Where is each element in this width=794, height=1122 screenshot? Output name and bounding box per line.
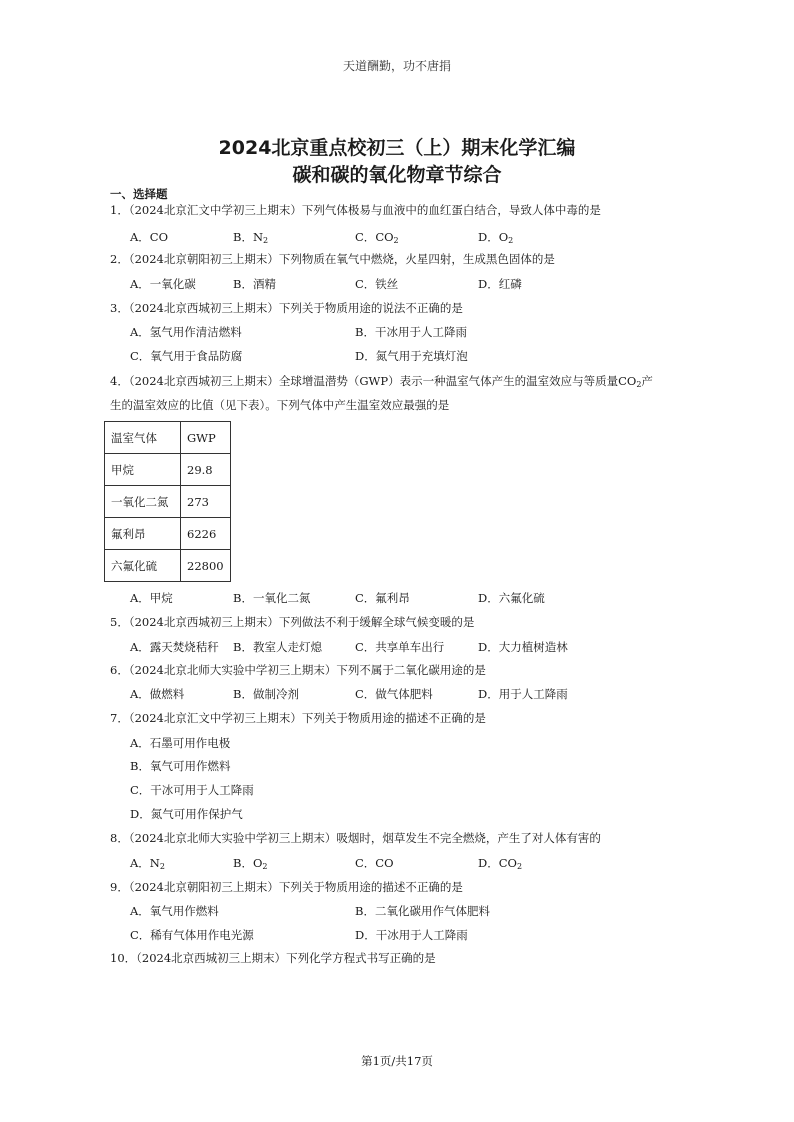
question-8-stem: 8．（2024北京北师大实验中学初三上期末）吸烟时，烟草发生不完全燃烧，产生了对人体有害的 (110, 831, 601, 845)
question-6-option-c: C．做气体肥料 (355, 687, 433, 701)
gwp-table (104, 421, 231, 582)
table-cell-gas: 氟利昂 (105, 518, 181, 550)
question-6-stem: 6．（2024北京北师大实验中学初三上期末）下列不属于二氧化碳用途的是 (110, 663, 486, 677)
page-header-motto: 天道酬勤，功不唐捐 (342, 59, 451, 73)
question-9-option-c: C．稀有气体用作电光源 (130, 928, 254, 942)
table-cell-gwp: 29.8 (181, 454, 231, 486)
question-9-option-d: D．干冰用于人工降雨 (355, 928, 468, 942)
table-cell-gas: 甲烷 (105, 454, 181, 486)
question-6-option-b: B．做制冷剂 (233, 687, 299, 701)
question-2-option-a: A．一氧化碳 (130, 277, 196, 291)
document-subtitle: 碳和碳的氧化物章节综合 (292, 164, 502, 186)
question-3-stem: 3．（2024北京西城初三上期末）下列关于物质用途的说法不正确的是 (110, 301, 463, 315)
question-4-option-c: C．氟利昂 (355, 591, 410, 605)
table-header-gas: 温室气体 (105, 422, 181, 454)
question-2-option-d: D．红磷 (478, 277, 522, 291)
question-1-option-b: B．$N_2$ (233, 230, 269, 245)
question-4-stem-continued: 生的温室效应的比值（见下表）。下列气体中产生温室效应最强的是 (110, 398, 450, 412)
question-1-option-d: D．$O_2$ (478, 230, 514, 245)
question-7-option-b: B．氧气可用作燃料 (130, 759, 231, 773)
table-cell-gas: 一氧化二氮 (105, 486, 181, 518)
question-8-option-c: C．CO (355, 856, 394, 870)
question-5-option-c: C．共享单车出行 (355, 640, 445, 654)
question-1-option-c: C．$CO_2$ (355, 230, 399, 245)
question-5-option-b: B．教室人走灯熄 (233, 640, 322, 654)
question-9-stem: 9．（2024北京朝阳初三上期末）下列关于物质用途的描述不正确的是 (110, 880, 463, 894)
question-2-stem: 2．（2024北京朝阳初三上期末）下列物质在氧气中燃烧，火星四射，生成黑色固体的是 (110, 252, 555, 266)
question-6-option-d: D．用于人工降雨 (478, 687, 568, 701)
question-5-stem: 5．（2024北京西城初三上期末）下列做法不利于缓解全球气候变暖的是 (110, 615, 475, 629)
question-10-stem: 10．（2024北京西城初三上期末）下列化学方程式书写正确的是 (110, 951, 436, 965)
table-row (105, 518, 231, 550)
question-1-option-a: A．CO (130, 230, 169, 244)
question-3-option-c: C．氧气用于食品防腐 (130, 349, 243, 363)
question-4-option-d: D．六氟化硫 (478, 591, 545, 605)
table-cell-gwp: 273 (181, 486, 231, 518)
table-cell-gwp: 22800 (181, 550, 231, 582)
page-footer: 第1页/共17页 (361, 1054, 433, 1068)
table-cell-gas: 六氟化硫 (105, 550, 181, 582)
question-9-option-b: B．二氧化碳用作气体肥料 (355, 904, 490, 918)
section-heading: 一、选择题 (110, 187, 168, 201)
question-7-option-d: D．氮气可用作保护气 (130, 807, 243, 821)
question-3-option-d: D．氮气用于充填灯泡 (355, 349, 468, 363)
table-row (105, 454, 231, 486)
question-5-option-d: D．大力植树造林 (478, 640, 568, 654)
question-7-option-c: C．干冰可用于人工降雨 (130, 783, 254, 797)
question-2-option-c: C．铁丝 (355, 277, 399, 291)
question-8-option-b: B．$O_2$ (233, 856, 268, 871)
question-8-option-a: A．$N_2$ (130, 856, 165, 871)
question-6-option-a: A．做燃料 (130, 687, 185, 701)
question-3-option-b: B．干冰用于人工降雨 (355, 325, 467, 339)
question-8-option-d: D．$CO_2$ (478, 856, 523, 871)
question-4-option-a: A．甲烷 (130, 591, 173, 605)
table-row (105, 486, 231, 518)
document-title: 2024北京重点校初三（上）期末化学汇编 (218, 137, 576, 159)
question-2-option-b: B．酒精 (233, 277, 276, 291)
question-4-option-b: B．一氧化二氮 (233, 591, 311, 605)
table-header-row (105, 422, 231, 454)
question-4-stem: 4．（2024北京西城初三上期末）全球增温潜势（GWP）表示一种温室气体产生的温室效应与等质量$CO_2$产 (110, 374, 653, 389)
question-7-option-a: A．石墨可用作电极 (130, 736, 231, 750)
question-3-option-a: A．氢气用作清洁燃料 (130, 325, 242, 339)
question-9-option-a: A．氧气用作燃料 (130, 904, 219, 918)
question-5-option-a: A．露天焚烧秸秆 (130, 640, 219, 654)
question-7-stem: 7．（2024北京汇文中学初三上期末）下列关于物质用途的描述不正确的是 (110, 711, 486, 725)
table-header-gwp: GWP (181, 422, 231, 454)
table-row (105, 550, 231, 582)
table-cell-gwp: 6226 (181, 518, 231, 550)
question-1-stem: 1．（2024北京汇文中学初三上期末）下列气体极易与血液中的血红蛋白结合，导致人体中毒的是 (110, 203, 601, 217)
